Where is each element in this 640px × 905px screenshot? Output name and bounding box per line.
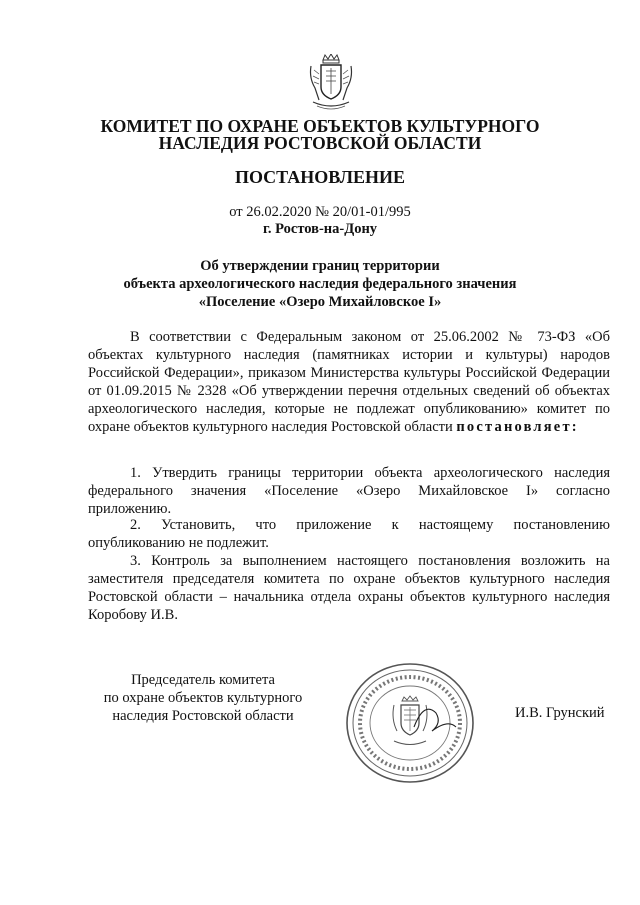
signatory-title-line-2: по охране объектов культурного bbox=[103, 690, 303, 706]
preamble-paragraph bbox=[88, 328, 610, 436]
organization-name-line-2: НАСЛЕДИЯ РОСТОВСКОЙ ОБЛАСТИ bbox=[158, 133, 482, 153]
preamble-text: В соответствии с Федеральным законом от 25.06.2002 № 73-ФЗ «Об объектах культурного наследия (памятниках истории и культуры) народов Российской Федерации», приказом Министерства культуры Российской Федерации от 01.09.2015 № 2328 «Об утверждении перечня отдельных сведений об объектах археологического наследия, которые не подлежат опубликованию» комитет по охране объектов культурного наследия Ростовской области bbox=[88, 329, 610, 435]
decree-item-3: 3. Контроль за выполнением настоящего постановления возложить на заместителя председателя комитета по охране объектов культурного наследия Ростовской области – начальника отдела охраны объектов культурного наследия Коробову И.В. bbox=[88, 553, 610, 623]
organization-name-line-1: КОМИТЕТ ПО ОХРАНЕ ОБЪЕКТОВ КУЛЬТУРНОГО bbox=[100, 116, 540, 136]
signatory-title-line-3: наследия Ростовской области bbox=[112, 708, 294, 724]
decree-item-1: 1. Утвердить границы территории объекта археологического наследия федерального значения «Поселение «Озеро Михайловское I» согласно приложению. bbox=[88, 465, 610, 517]
decree-word: постановляет: bbox=[456, 419, 579, 435]
subject-line-1: Об утверждении границ территории bbox=[200, 258, 440, 274]
coat-of-arms-emblem bbox=[307, 54, 355, 112]
official-seal-stamp bbox=[344, 661, 476, 785]
signatory-name: И.В. Грунский bbox=[515, 705, 605, 721]
document-date-number: от 26.02.2020 № 20/01-01/995 bbox=[229, 204, 411, 220]
subject-line-2: объекта археологического наследия федерального значения bbox=[123, 276, 517, 292]
subject-line-3: «Поселение «Озеро Михайловское I» bbox=[198, 294, 442, 310]
signatory-title-line-1: Председатель комитета bbox=[131, 672, 275, 688]
decree-item-2: 2. Установить, что приложение к настоящему постановлению опубликованию не подлежит. bbox=[88, 517, 610, 551]
document-type-title: ПОСТАНОВЛЕНИЕ bbox=[234, 167, 406, 187]
document-city: г. Ростов-на-Дону bbox=[262, 221, 378, 237]
signatory-title bbox=[88, 671, 318, 725]
